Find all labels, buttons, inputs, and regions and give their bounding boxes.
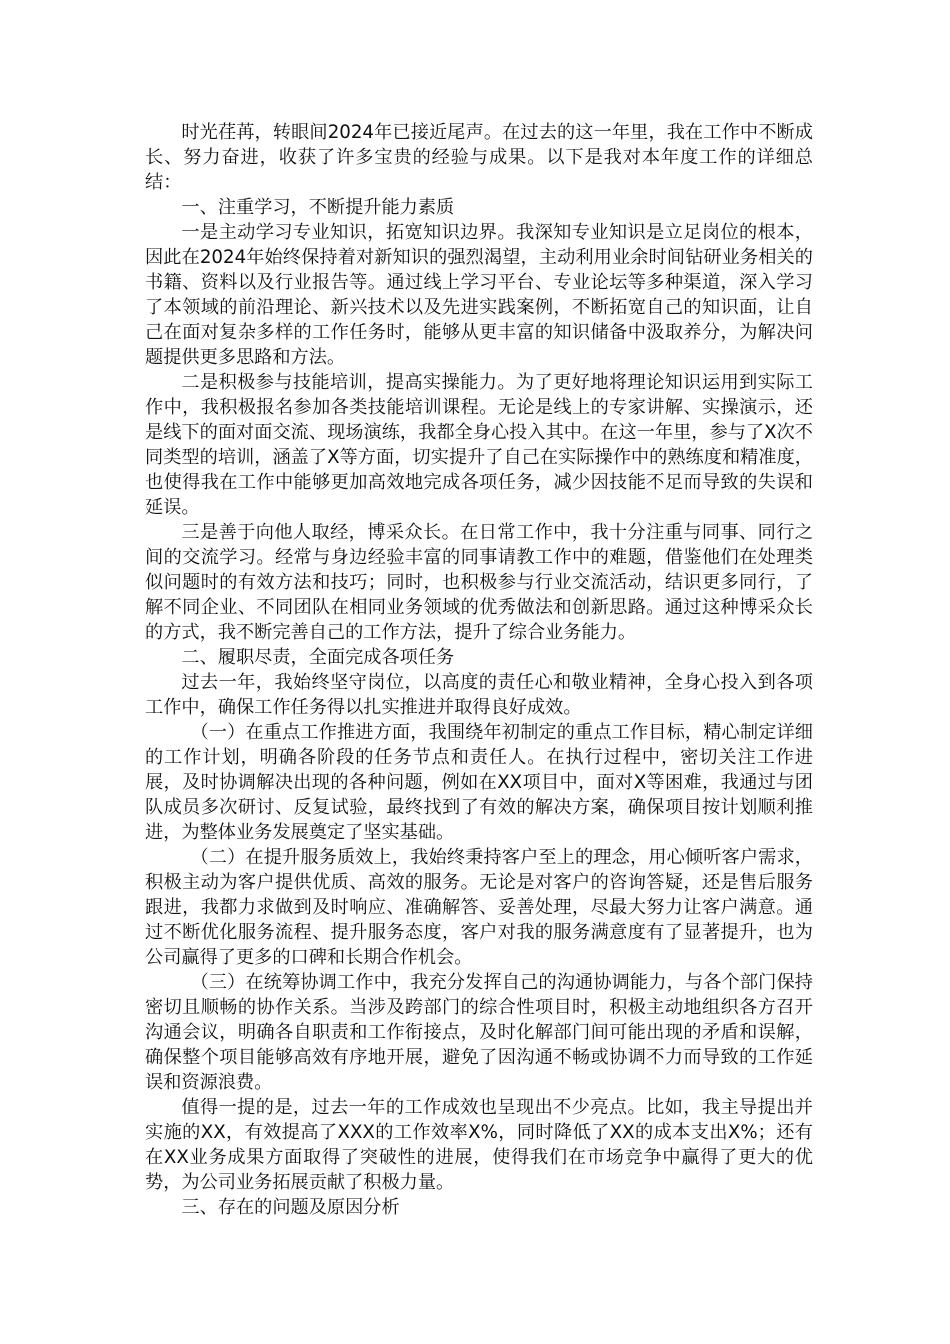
intro-paragraph: 时光荏苒，转眼间2024年已接近尾声。在过去的这一年里，我在工作中不断成长、努力奋进，收获了许多宝贵的经验与成果。以下是我对本年度工作的详细总结： <box>145 122 813 193</box>
paragraph-service-quality: （二）在提升服务质效上，我始终秉持客户至上的理念，用心倾听客户需求，积极主动为客户提供优质、高效的服务。无论是对客户的咨询答疑，还是售后服务跟进，我都力求做到及时响应、准确解答、妥善处理，尽最大努力让客户满意。通过不断优化服务流程、提升服务态度，客户对我的服务满意度有了显著提升，也为公司赢得了更多的口碑和长期合作机会。 <box>145 847 813 968</box>
paragraph-coordination: （三）在统筹协调工作中，我充分发挥自己的沟通协调能力，与各个部门保持密切且顺畅的协作关系。当涉及跨部门的综合性项目时，积极主动地组织各方召开沟通会议，明确各自职责和工作衔接点，及时化解部门间可能出现的矛盾和误解，确保整个项目能够高效有序地开展，避免了因沟通不畅或协调不力而导致的工作延误和资源浪费。 <box>145 972 813 1093</box>
paragraph-duty-overview: 过去一年，我始终坚守岗位，以高度的责任心和敬业精神，全身心投入到各项工作中，确保工作任务得以扎实推进并取得良好成效。 <box>145 672 813 718</box>
section-heading-1: 一、注重学习，不断提升能力素质 <box>181 197 455 218</box>
paragraph-skill-training: 二是积极参与技能培训，提高实操能力。为了更好地将理论知识运用到实际工作中，我积极报名参加各类技能培训课程。无论是线上的专家讲解、实操演示，还是线下的面对面交流、现场演练，我都全身心投入其中。在这一年里，参与了X次不同类型的培训，涵盖了X等方面，切实提升了自己在实际操作中的熟练度和精准度，也使得我在工作中能够更加高效地完成各项任务，减少因技能不足而导致的失误和延误。 <box>145 372 813 518</box>
paragraph-key-work: （一）在重点工作推进方面，我围绕年初制定的重点工作目标，精心制定详细的工作计划，明确各阶段的任务节点和责任人。在执行过程中，密切关注工作进展，及时协调解决出现的各种问题，例如在XX项目中，面对X等困难，我通过与团队成员多次研讨、反复试验，最终找到了有效的解决方案，确保项目按计划顺利推进，为整体业务发展奠定了坚实基础。 <box>145 722 813 843</box>
section-heading-2: 二、履职尽责，全面完成各项任务 <box>181 647 455 668</box>
paragraph-learn-from-others: 三是善于向他人取经，博采众长。在日常工作中，我十分注重与同事、同行之间的交流学习。经常与身边经验丰富的同事请教工作中的难题，借鉴他们在处理类似问题时的有效方法和技巧；同时，也积极参与行业交流活动，结识更多同行，了解不同企业、不同团队在相同业务领域的优秀做法和创新思路。通过这种博采众长的方式，我不断完善自己的工作方法，提升了综合业务能力。 <box>145 522 813 643</box>
paragraph-highlights: 值得一提的是，过去一年的工作成效也呈现出不少亮点。比如，我主导提出并实施的XX，有效提高了XXX的工作效率X%，同时降低了XX的成本支出X%；还有在XX业务成果方面取得了突破性的进展，使得我们在市场竞争中赢得了更大的优势，为公司业务拓展贡献了积极力量。 <box>145 1097 813 1193</box>
paragraph-study-knowledge: 一是主动学习专业知识，拓宽知识边界。我深知专业知识是立足岗位的根本，因此在2024年始终保持着对新知识的强烈渴望，主动利用业余时间钻研业务相关的书籍、资料以及行业报告等。通过线上学习平台、专业论坛等多种渠道，深入学习了本领域的前沿理论、新兴技术以及先进实践案例，不断拓宽自己的知识面，让自己在面对复杂多样的工作任务时，能够从更丰富的知识储备中汲取养分，为解决问题提供更多思路和方法。 <box>145 222 813 368</box>
document-page <box>145 120 813 1220</box>
section-heading-3: 三、存在的问题及原因分析 <box>181 1197 400 1218</box>
